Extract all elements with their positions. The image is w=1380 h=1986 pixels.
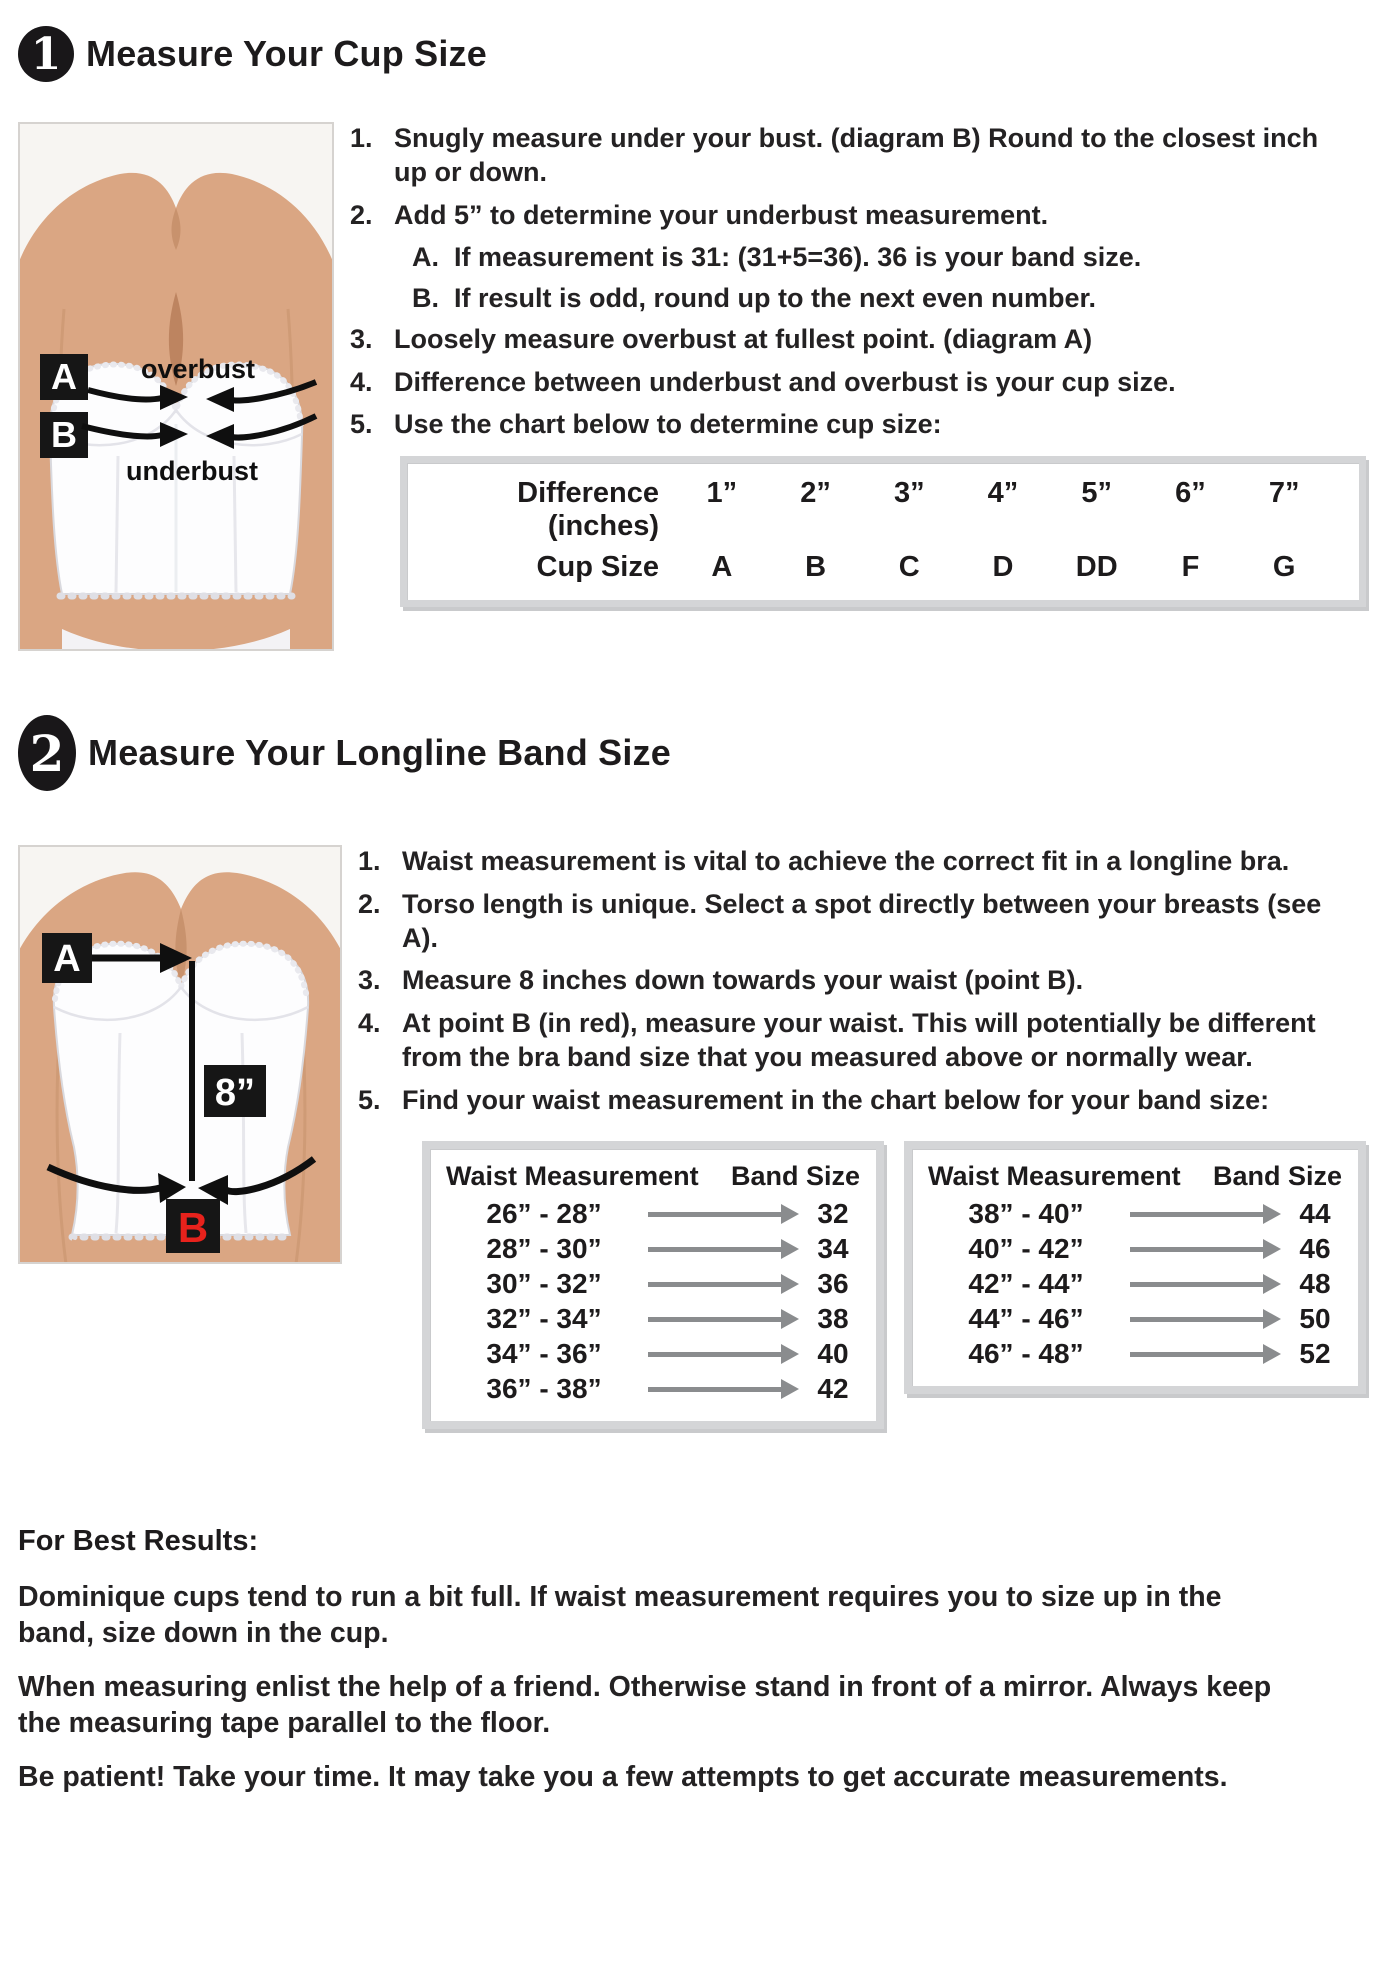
instruction-step <box>358 845 1366 879</box>
section1-content <box>18 122 1366 651</box>
step-1-badge-number: 1 <box>30 28 62 80</box>
best-results-section <box>18 1525 1366 1796</box>
instruction-step <box>350 323 1366 357</box>
cup-size-value: D <box>992 551 1014 583</box>
instruction-step <box>358 888 1366 956</box>
section1-header <box>18 26 1366 82</box>
difference-value: 4” <box>987 477 1019 509</box>
difference-value: 7” <box>1268 477 1300 509</box>
band-size-instructions <box>358 845 1366 1117</box>
step-1-badge <box>18 26 74 82</box>
cup-chart-row1-label: Difference (inches) <box>517 477 659 542</box>
step-number: A. <box>412 242 439 273</box>
step-number: 5. <box>358 1084 381 1115</box>
waist-range: 34” - 36” <box>486 1338 602 1370</box>
arrow-right-icon <box>1130 1212 1264 1217</box>
section2-instructions-column <box>358 845 1366 1429</box>
point-a-label: A <box>51 356 77 397</box>
section1-instructions-column <box>350 122 1366 607</box>
difference-value: 2” <box>800 477 831 509</box>
arrow-right-icon <box>648 1387 782 1392</box>
band-chart-row <box>928 1268 1342 1300</box>
band-size-value: 48 <box>1299 1268 1331 1300</box>
step-text: At point B (in red), measure your waist. This will potentially be different from the bra band size that you measured above or normally wear. <box>402 1008 1316 1072</box>
band-size-value: 34 <box>817 1233 849 1265</box>
arrow-right-icon <box>648 1212 782 1217</box>
section1-title: Measure Your Cup Size <box>86 33 487 74</box>
instruction-substep <box>412 282 1366 316</box>
cup-size-diagram-photo <box>18 122 334 651</box>
cup-size-value: F <box>1181 551 1200 583</box>
cup-size-chart <box>400 456 1366 607</box>
section2-header <box>18 715 1366 791</box>
step-number: 3. <box>350 323 373 354</box>
step-text: Loosely measure overbust at fullest point. (diagram A) <box>394 323 1093 354</box>
tip-paragraph: When measuring enlist the help of a friend. Otherwise stand in front of a mirror. Always keep the measuring tape parallel to the floor. <box>18 1671 1272 1739</box>
instruction-step <box>358 1007 1366 1075</box>
arrow-right-icon <box>648 1317 782 1322</box>
step-text: Waist measurement is vital to achieve the correct fit in a longline bra. <box>402 846 1290 876</box>
instruction-step <box>350 408 1366 442</box>
arrow-right-icon <box>648 1282 782 1287</box>
section2-content <box>18 845 1366 1429</box>
difference-value: 5” <box>1081 477 1113 509</box>
band-size-value: 32 <box>817 1198 849 1230</box>
step-2-badge <box>18 715 76 791</box>
step-number: B. <box>412 283 439 313</box>
band-chart-row <box>446 1268 860 1300</box>
band-chart-row <box>446 1198 860 1230</box>
instruction-step <box>350 122 1366 190</box>
waist-range: 28” - 30” <box>486 1233 602 1265</box>
step-text: Measure 8 inches down towards your waist (point B). <box>402 965 1084 996</box>
cup-size-value: G <box>1272 551 1296 583</box>
band-chart-row <box>928 1198 1342 1230</box>
band-size-value: 40 <box>817 1338 849 1370</box>
step-number: 2. <box>358 888 381 919</box>
step-2-badge-number: 2 <box>29 723 65 783</box>
band-size-charts <box>422 1141 1366 1429</box>
cup-size-value: C <box>898 551 920 583</box>
band-size-value: 46 <box>1299 1233 1331 1265</box>
arrow-right-icon <box>1130 1317 1264 1322</box>
waist-range: 40” - 42” <box>968 1233 1084 1265</box>
cup-chart-row2-label: Cup Size <box>536 551 659 583</box>
band-size-diagram <box>20 847 340 1262</box>
step-number: 1. <box>350 123 373 153</box>
instruction-step <box>358 964 1366 998</box>
band-chart-row <box>928 1338 1342 1370</box>
band-size-value: 36 <box>817 1268 849 1300</box>
step-text: Torso length is unique. Select a spot directly between your breasts (see A). <box>402 888 1322 953</box>
band-size-value: 38 <box>817 1303 849 1335</box>
waist-range: 44” - 46” <box>968 1303 1084 1335</box>
instruction-substep <box>412 241 1366 275</box>
arrow-right-icon <box>1130 1247 1264 1252</box>
waist-range: 42” - 44” <box>968 1268 1084 1300</box>
cup-size-value: A <box>711 551 733 583</box>
band-header: Band Size <box>1212 1161 1342 1192</box>
band-size-value: 50 <box>1299 1303 1331 1335</box>
band-size-diagram-photo <box>18 845 342 1264</box>
band-chart-row <box>928 1233 1342 1265</box>
waist-range: 32” - 34” <box>486 1303 602 1335</box>
point-b-label: B <box>177 1204 209 1251</box>
difference-value: 6” <box>1175 477 1206 509</box>
band-chart-row <box>446 1338 860 1370</box>
arrow-right-icon <box>1130 1352 1264 1357</box>
band-chart-row <box>446 1303 860 1335</box>
step-number: 3. <box>358 965 381 996</box>
depth-label: 8” <box>214 1072 256 1114</box>
instruction-step <box>358 1084 1366 1118</box>
waist-range: 46” - 48” <box>968 1338 1084 1370</box>
band-chart-row <box>446 1373 860 1405</box>
best-results-heading: For Best Results: <box>18 1525 259 1558</box>
waist-header: Waist Measurement <box>446 1161 699 1192</box>
arrow-right-icon <box>1130 1282 1264 1287</box>
band-chart-row <box>928 1303 1342 1335</box>
step-number: 2. <box>350 199 373 230</box>
band-size-value: 52 <box>1299 1338 1331 1370</box>
arrow-right-icon <box>648 1352 782 1357</box>
step-text: Difference between underbust and overbust is your cup size. <box>394 366 1176 397</box>
instruction-step <box>350 366 1366 400</box>
underbust-label: underbust <box>126 456 258 486</box>
band-chart-row <box>446 1233 860 1265</box>
cup-size-diagram <box>20 124 332 649</box>
step-text: Find your waist measurement in the chart below for your band size: <box>402 1084 1270 1115</box>
overbust-label: overbust <box>140 354 256 384</box>
step-number: 4. <box>358 1008 381 1038</box>
band-size-value: 44 <box>1299 1198 1331 1230</box>
cup-size-value: B <box>805 551 827 583</box>
point-a-label: A <box>53 938 81 980</box>
waist-range: 30” - 32” <box>486 1268 602 1300</box>
band-size-chart-2 <box>904 1141 1366 1394</box>
cup-size-value: DD <box>1075 551 1118 583</box>
step-text: If result is odd, round up to the next even number. <box>454 283 1097 313</box>
waist-header: Waist Measurement <box>928 1161 1181 1192</box>
tip-paragraph: Dominique cups tend to run a bit full. If waist measurement requires you to size up in the band, size down in the cup. <box>18 1581 1222 1650</box>
step-number: 1. <box>358 846 381 876</box>
band-chart-header <box>928 1161 1342 1192</box>
arrow-right-icon <box>648 1247 782 1252</box>
step-number: 4. <box>350 366 373 397</box>
point-b-label: B <box>51 414 77 455</box>
waist-range: 38” - 40” <box>968 1198 1084 1230</box>
band-header: Band Size <box>730 1161 860 1192</box>
waist-range: 36” - 38” <box>486 1373 602 1405</box>
step-number: 5. <box>350 409 373 440</box>
band-size-chart-1 <box>422 1141 884 1429</box>
band-size-value: 42 <box>817 1373 849 1405</box>
waist-range: 26” - 28” <box>486 1198 602 1230</box>
difference-value: 3” <box>893 477 925 509</box>
step-text: Add 5” to determine your underbust measurement. <box>394 199 1049 230</box>
band-chart-header <box>446 1161 860 1192</box>
section2-title: Measure Your Longline Band Size <box>88 732 671 773</box>
tip-paragraph: Be patient! Take your time. It may take you a few attempts to get accurate measurements. <box>18 1760 1228 1793</box>
difference-value: 1” <box>706 477 738 509</box>
instruction-step <box>350 199 1366 233</box>
cup-size-instructions <box>350 122 1366 442</box>
step-text: If measurement is 31: (31+5=36). 36 is your band size. <box>454 242 1142 273</box>
step-text: Use the chart below to determine cup size: <box>394 409 942 440</box>
step-text: Snugly measure under your bust. (diagram B) Round to the closest inch up or down. <box>394 123 1319 187</box>
